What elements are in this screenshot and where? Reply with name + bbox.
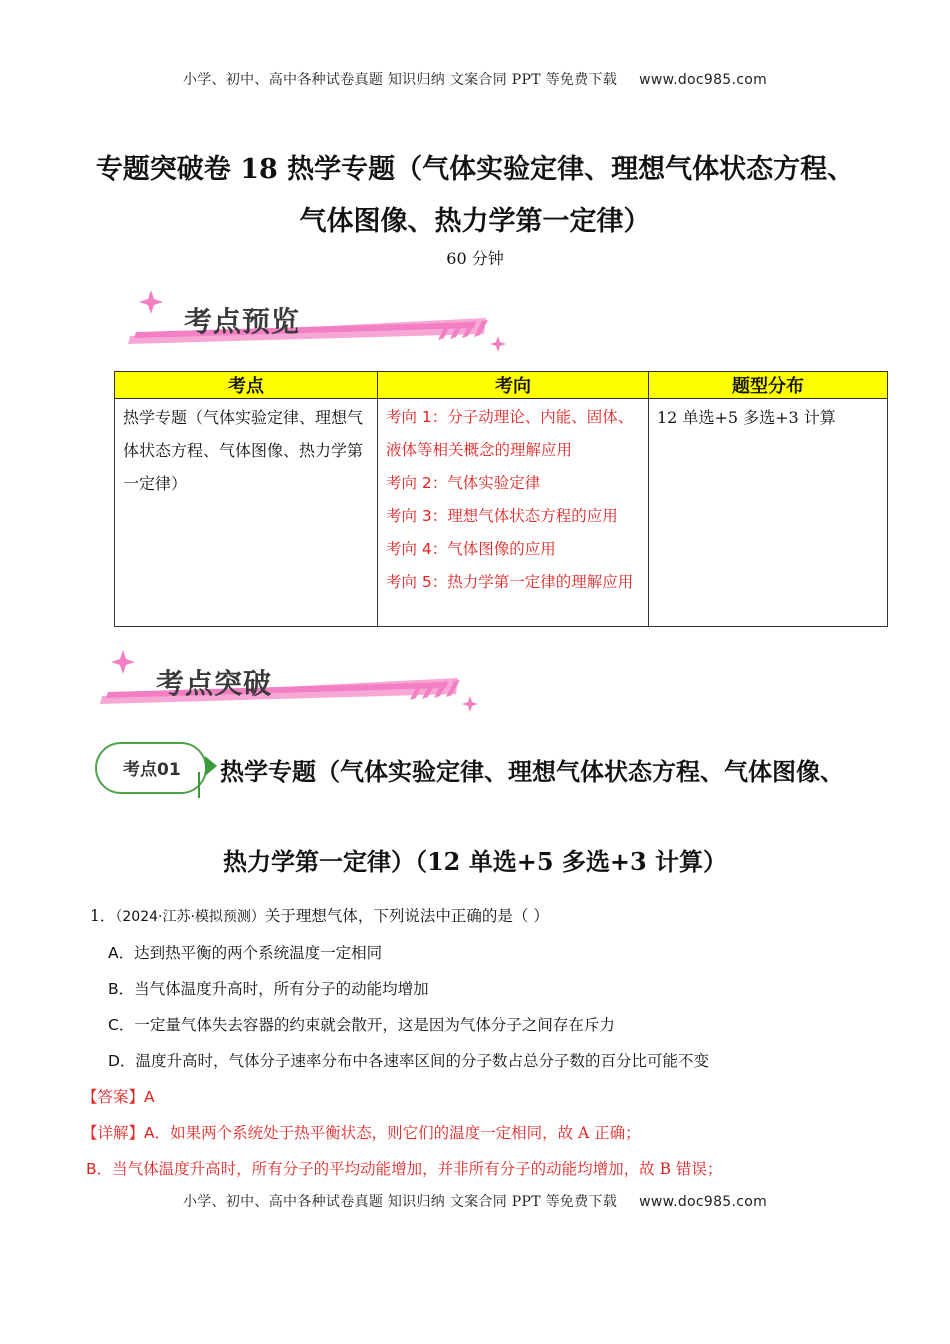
breakthrough-banner [98,648,498,718]
option-c: C．一定量气体失去容器的约束就会散开，这是因为气体分子之间存在斥力 [108,1016,615,1034]
kaoxiang-item: 考向 1：分子动理论、内能、固体、液体等相关概念的理解应用 [386,408,634,459]
option-d: D．温度升高时，气体分子速率分布中各速率区间的分子数占总分子数的百分比可能不变 [108,1052,709,1070]
banner-title: 考点突破 [156,667,273,700]
answer: 【答案】A [82,1088,155,1106]
badge-stem-icon [198,772,200,798]
cell-kaodian: 热学专题（气体实验定律、理想气体状态方程、气体图像、热力学第一定律） [115,399,378,627]
section-title-line-2: 热力学第一定律）（12 单选+5 多选+3 计算） [222,847,728,876]
document-title [60,144,890,248]
cell-distribution: 12 单选+5 多选+3 计算 [649,399,888,627]
kaoxiang-item: 考向 4：气体图像的应用 [386,540,556,558]
banner-title: 考点预览 [184,305,301,338]
detail-a: 【详解】A．如果两个系统处于热平衡状态，则它们的温度一定相同，故 A 正确； [82,1124,641,1142]
kaoxiang-item: 考向 2：气体实验定律 [386,474,541,492]
detail-b: B．当气体温度升高时，所有分子的平均动能增加，并非所有分子的动能均增加，故 B 错误； [86,1160,723,1178]
preview-banner [126,288,526,358]
option-b: B．当气体温度升高时，所有分子的动能均增加 [108,980,429,998]
title-line-2: 气体图像、热力学第一定律） [299,206,651,237]
option-a: A．达到热平衡的两个系统温度一定相同 [108,944,383,962]
header-url[interactable]: www.doc985.com [639,72,768,88]
question-1 [82,898,723,1187]
col-header-distribution: 题型分布 [649,372,888,399]
sparkle-icon [139,290,163,314]
kaoxiang-item: 考向 5：热力学第一定律的理解应用 [386,573,634,591]
question-source: （2024·江苏·模拟预测） [115,909,265,925]
question-stem [90,898,722,935]
topic-table [114,371,888,627]
sparkle-icon [462,696,478,712]
question-number: 1． [90,907,116,925]
page-header [0,69,950,89]
badge-arrow-icon [205,756,217,776]
sparkle-icon [490,336,506,352]
col-header-kaoxiang: 考向 [378,372,649,399]
answer-value: A [144,1088,155,1106]
col-header-kaodian: 考点 [115,372,378,399]
exam-duration: 60 分钟 [446,249,504,268]
title-line-1: 专题突破卷 18 热学专题（气体实验定律、理想气体状态方程、 [95,154,855,185]
header-text: 小学、初中、高中各种试卷真题 知识归纳 文案合同 PPT 等免费下载 [182,72,618,88]
cell-kaoxiang [378,399,649,627]
badge-label: 考点01 [123,760,181,780]
sparkle-icon [111,650,135,674]
section-title-line-1: 热学专题（气体实验定律、理想气体状态方程、气体图像、 [220,757,844,786]
kaoxiang-item: 考向 3：理想气体状态方程的应用 [386,507,618,525]
footer-text: 小学、初中、高中各种试卷真题 知识归纳 文案合同 PPT 等免费下载 [182,1194,618,1210]
question-text: 关于理想气体，下列说法中正确的是（ ） [264,907,549,925]
page-footer [0,1191,950,1211]
footer-url[interactable]: www.doc985.com [639,1194,768,1210]
